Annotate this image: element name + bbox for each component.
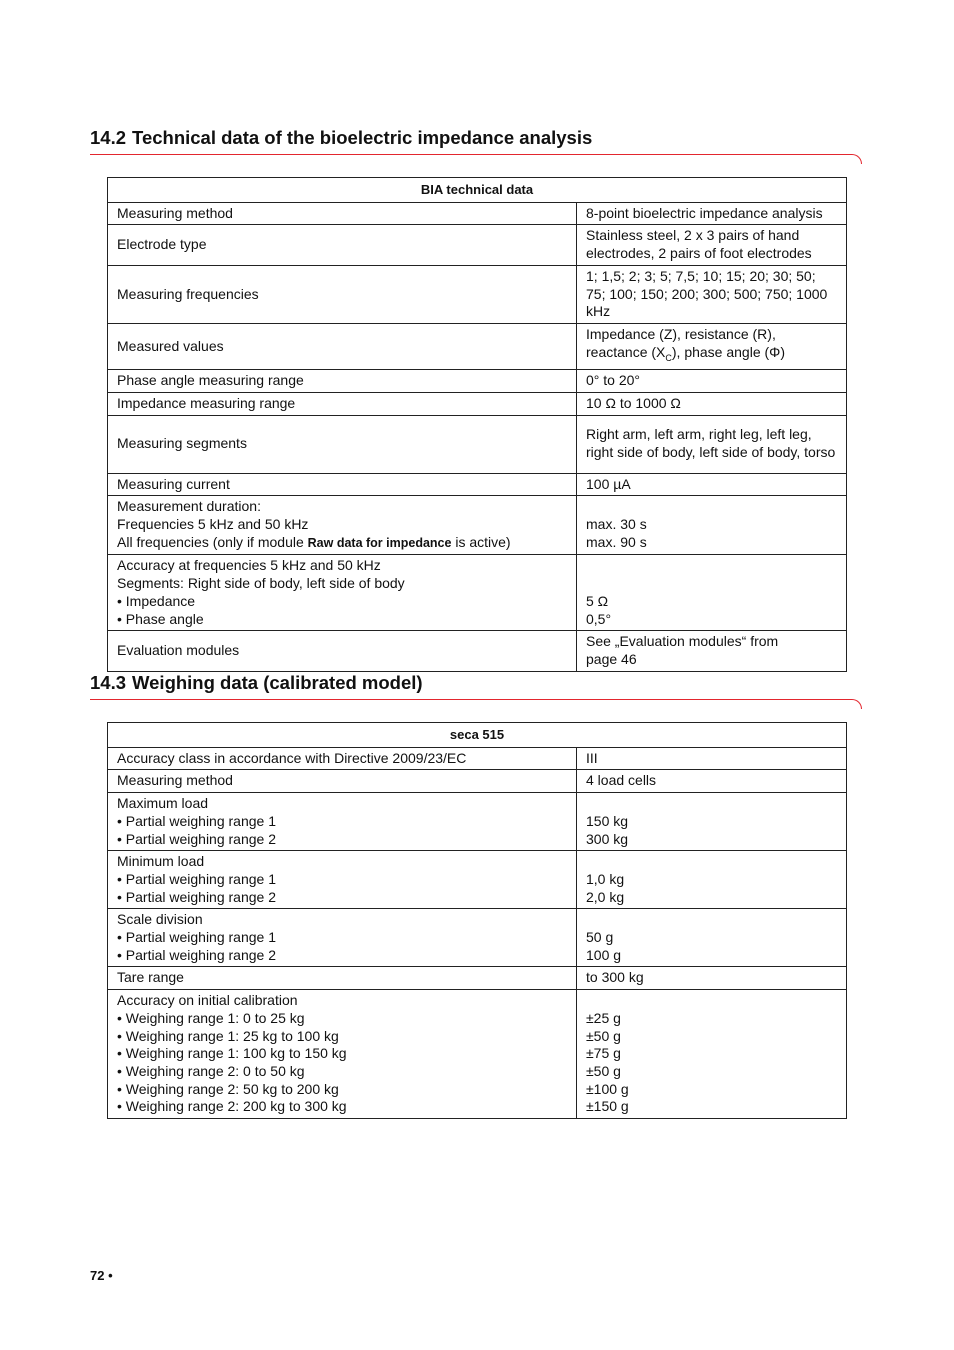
table-row: Measuring segments Right arm, left arm, right leg, left leg, right side of body, left side of body, torso <box>108 415 847 473</box>
table-row: Measuring frequencies 1; 1,5; 2; 3; 5; 7,5; 10; 15; 20; 30; 50; 75; 100; 150; 200; 300; 500; 750; 1000 kHz <box>108 265 847 323</box>
section-rule <box>90 694 862 710</box>
table-row: Evaluation modules See „Evaluation modules“ from page 46 <box>108 631 847 671</box>
section-title: 14.2 Technical data of the bioelectric impedance analysis <box>90 127 593 148</box>
table-row: Measured values Impedance (Z), resistance (R), reactance $(X_C)$, phase angle (Φ) <box>108 323 847 369</box>
section-bia-heading <box>90 127 862 165</box>
section-title: 14.3 Weighing data (calibrated model) <box>90 672 423 693</box>
table-row: Phase angle measuring range 0° to 20° <box>108 370 847 393</box>
table-row: Measuring current 100 µA <box>108 473 847 496</box>
bia-table <box>107 177 847 672</box>
table-row: Minimum load • Partial weighing range 1 • Partial weighing range 2 1,0 kg 2,0 kg <box>108 851 847 909</box>
table-header: seca 515 <box>108 723 847 748</box>
table-row: Accuracy on initial calibration • Weighing range 1: 0 to 25 kg • Weighing range 1: 25 kg to 100 kg • Weighing range 1: 100 kg to 150 kg • Weighing range 2: 0 to 50 kg • Weighing range 2: 50 kg to 200 kg • Weighing range 2: 200 kg to 300 kg ±25 g ±50 g ±75 g ±50 g ±100 g ±150 g <box>108 990 847 1119</box>
table-row: Accuracy class in accordance with Directive 2009/23/EC III <box>108 747 847 770</box>
table-row: Measurement duration: Frequencies 5 kHz and 50 kHz All frequencies (only if module Raw data for impedance is active) max. 30 s max. 90 s <box>108 496 847 555</box>
measured-values-cell: Impedance (Z), resistance (R), reactance $(X_C)$, phase angle (Φ) <box>577 323 847 369</box>
measurement-duration-cell: Measurement duration: Frequencies 5 kHz and 50 kHz All frequencies (only if module Raw data for impedance is active) <box>108 496 577 555</box>
table-row: Accuracy at frequencies 5 kHz and 50 kHz Segments: Right side of body, left side of body • Impedance • Phase angle 5 Ω 0,5° <box>108 555 847 631</box>
table-row: Tare range to 300 kg <box>108 967 847 990</box>
table-header: BIA technical data <box>108 178 847 203</box>
table-row: Measuring method 4 load cells <box>108 770 847 793</box>
weighing-table <box>107 722 847 1119</box>
table-row: Impedance measuring range 10 Ω to 1000 Ω <box>108 392 847 415</box>
section-rule <box>90 149 862 165</box>
table-row: Scale division • Partial weighing range 1 • Partial weighing range 2 50 g 100 g <box>108 909 847 967</box>
section-weighing-heading <box>90 672 862 710</box>
page-number: 72 • <box>90 1268 113 1283</box>
table-row: Measuring method 8-point bioelectric impedance analysis <box>108 202 847 225</box>
table-row: Maximum load • Partial weighing range 1 • Partial weighing range 2 150 kg 300 kg <box>108 793 847 851</box>
table-row: Electrode type Stainless steel, 2 x 3 pairs of hand electrodes, 2 pairs of foot electrodes <box>108 225 847 265</box>
